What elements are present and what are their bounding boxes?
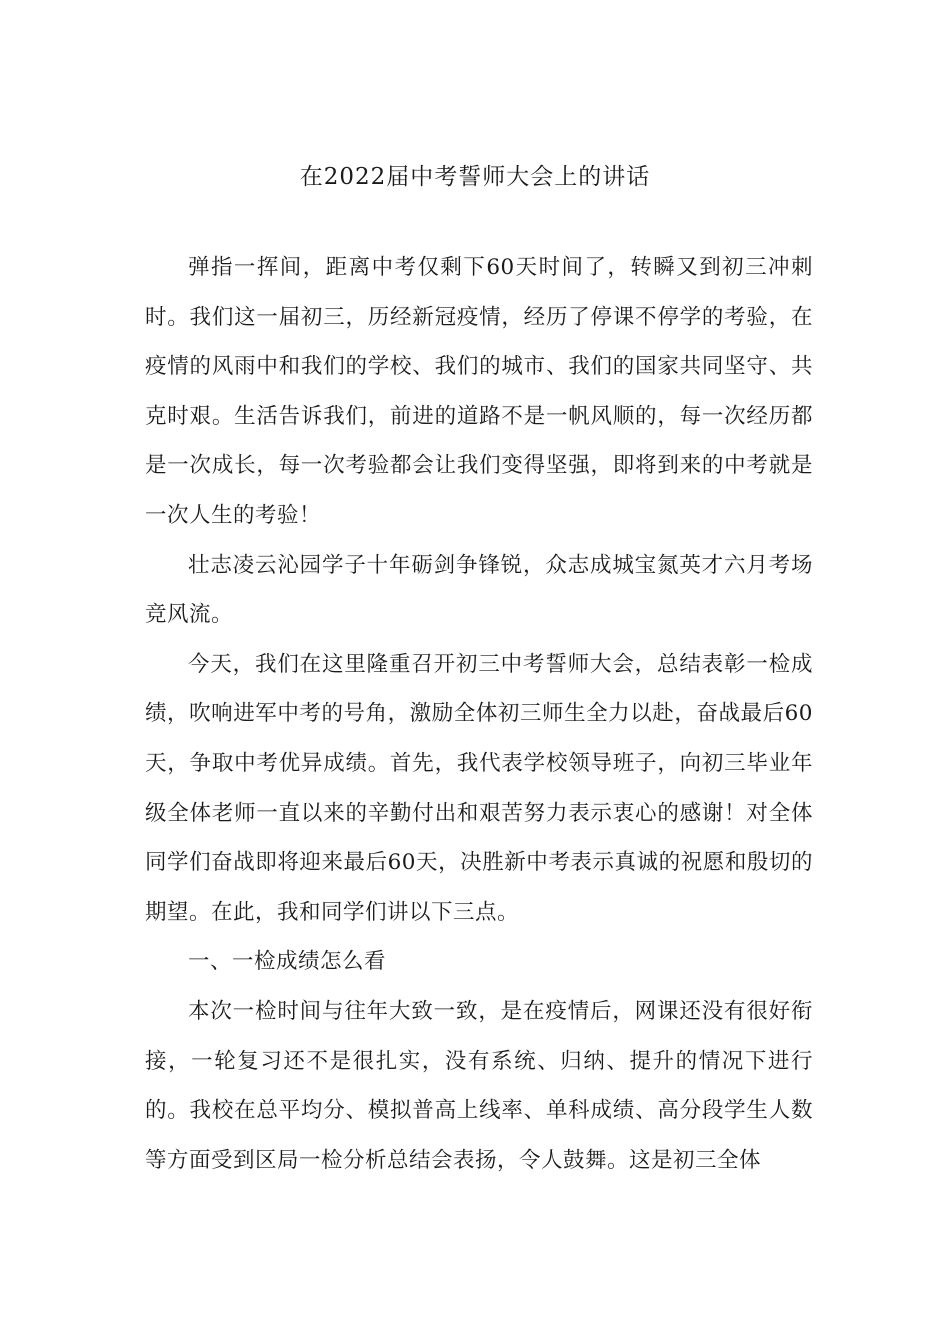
paragraph-slogan: 壮志凌云沁园学子十年砺剑争锋锐，众志成城宝氮英才六月考场竞风流。 bbox=[145, 552, 813, 628]
paragraph-intro: 弹指一挥间，距离中考仅剩下60天时间了，转瞬又到初三冲刺时。我们这一届初三，历经新冠疫情，经历了停课不停学的考验，在疫情的风雨中和我们的学校、我们的城市、我们的国家共同坚守、共克时艰。生活告诉我们，前进的道路不是一帆风顺的，每一次经历都是一次成长，每一次考验都会让我们变得坚强，即将到来的中考就是一次人生的考验！ bbox=[145, 255, 813, 528]
paragraph-section-one: 本次一检时间与往年大致一致，是在疫情后，网课还没有很好衔接，一轮复习还不是很扎实，没有系统、归纳、提升的情况下进行的。我校在总平均分、模拟普高上线率、单科成绩、高分段学生人数等方面受到区局一检分析总结会表扬，令人鼓舞。这是初三全体 bbox=[145, 998, 813, 1173]
paragraph-opening: 今天，我们在这里隆重召开初三中考誓师大会，总结表彰一检成绩，吹响进军中考的号角，激励全体初三师生全力以赴，奋战最后60天，争取中考优异成绩。首先，我代表学校领导班子，向初三毕业年级全体老师一直以来的辛勤付出和艰苦努力表示衷心的感谢！对全体同学们奋战即将迎来最后60天，决胜新中考表示真诚的祝愿和殷切的期望。在此，我和同学们讲以下三点。 bbox=[145, 651, 813, 925]
section-heading: 一、一检成绩怎么看 bbox=[188, 949, 387, 975]
document-title: 在2022届中考誓师大会上的讲话 bbox=[299, 164, 651, 191]
document-body bbox=[145, 243, 813, 1185]
